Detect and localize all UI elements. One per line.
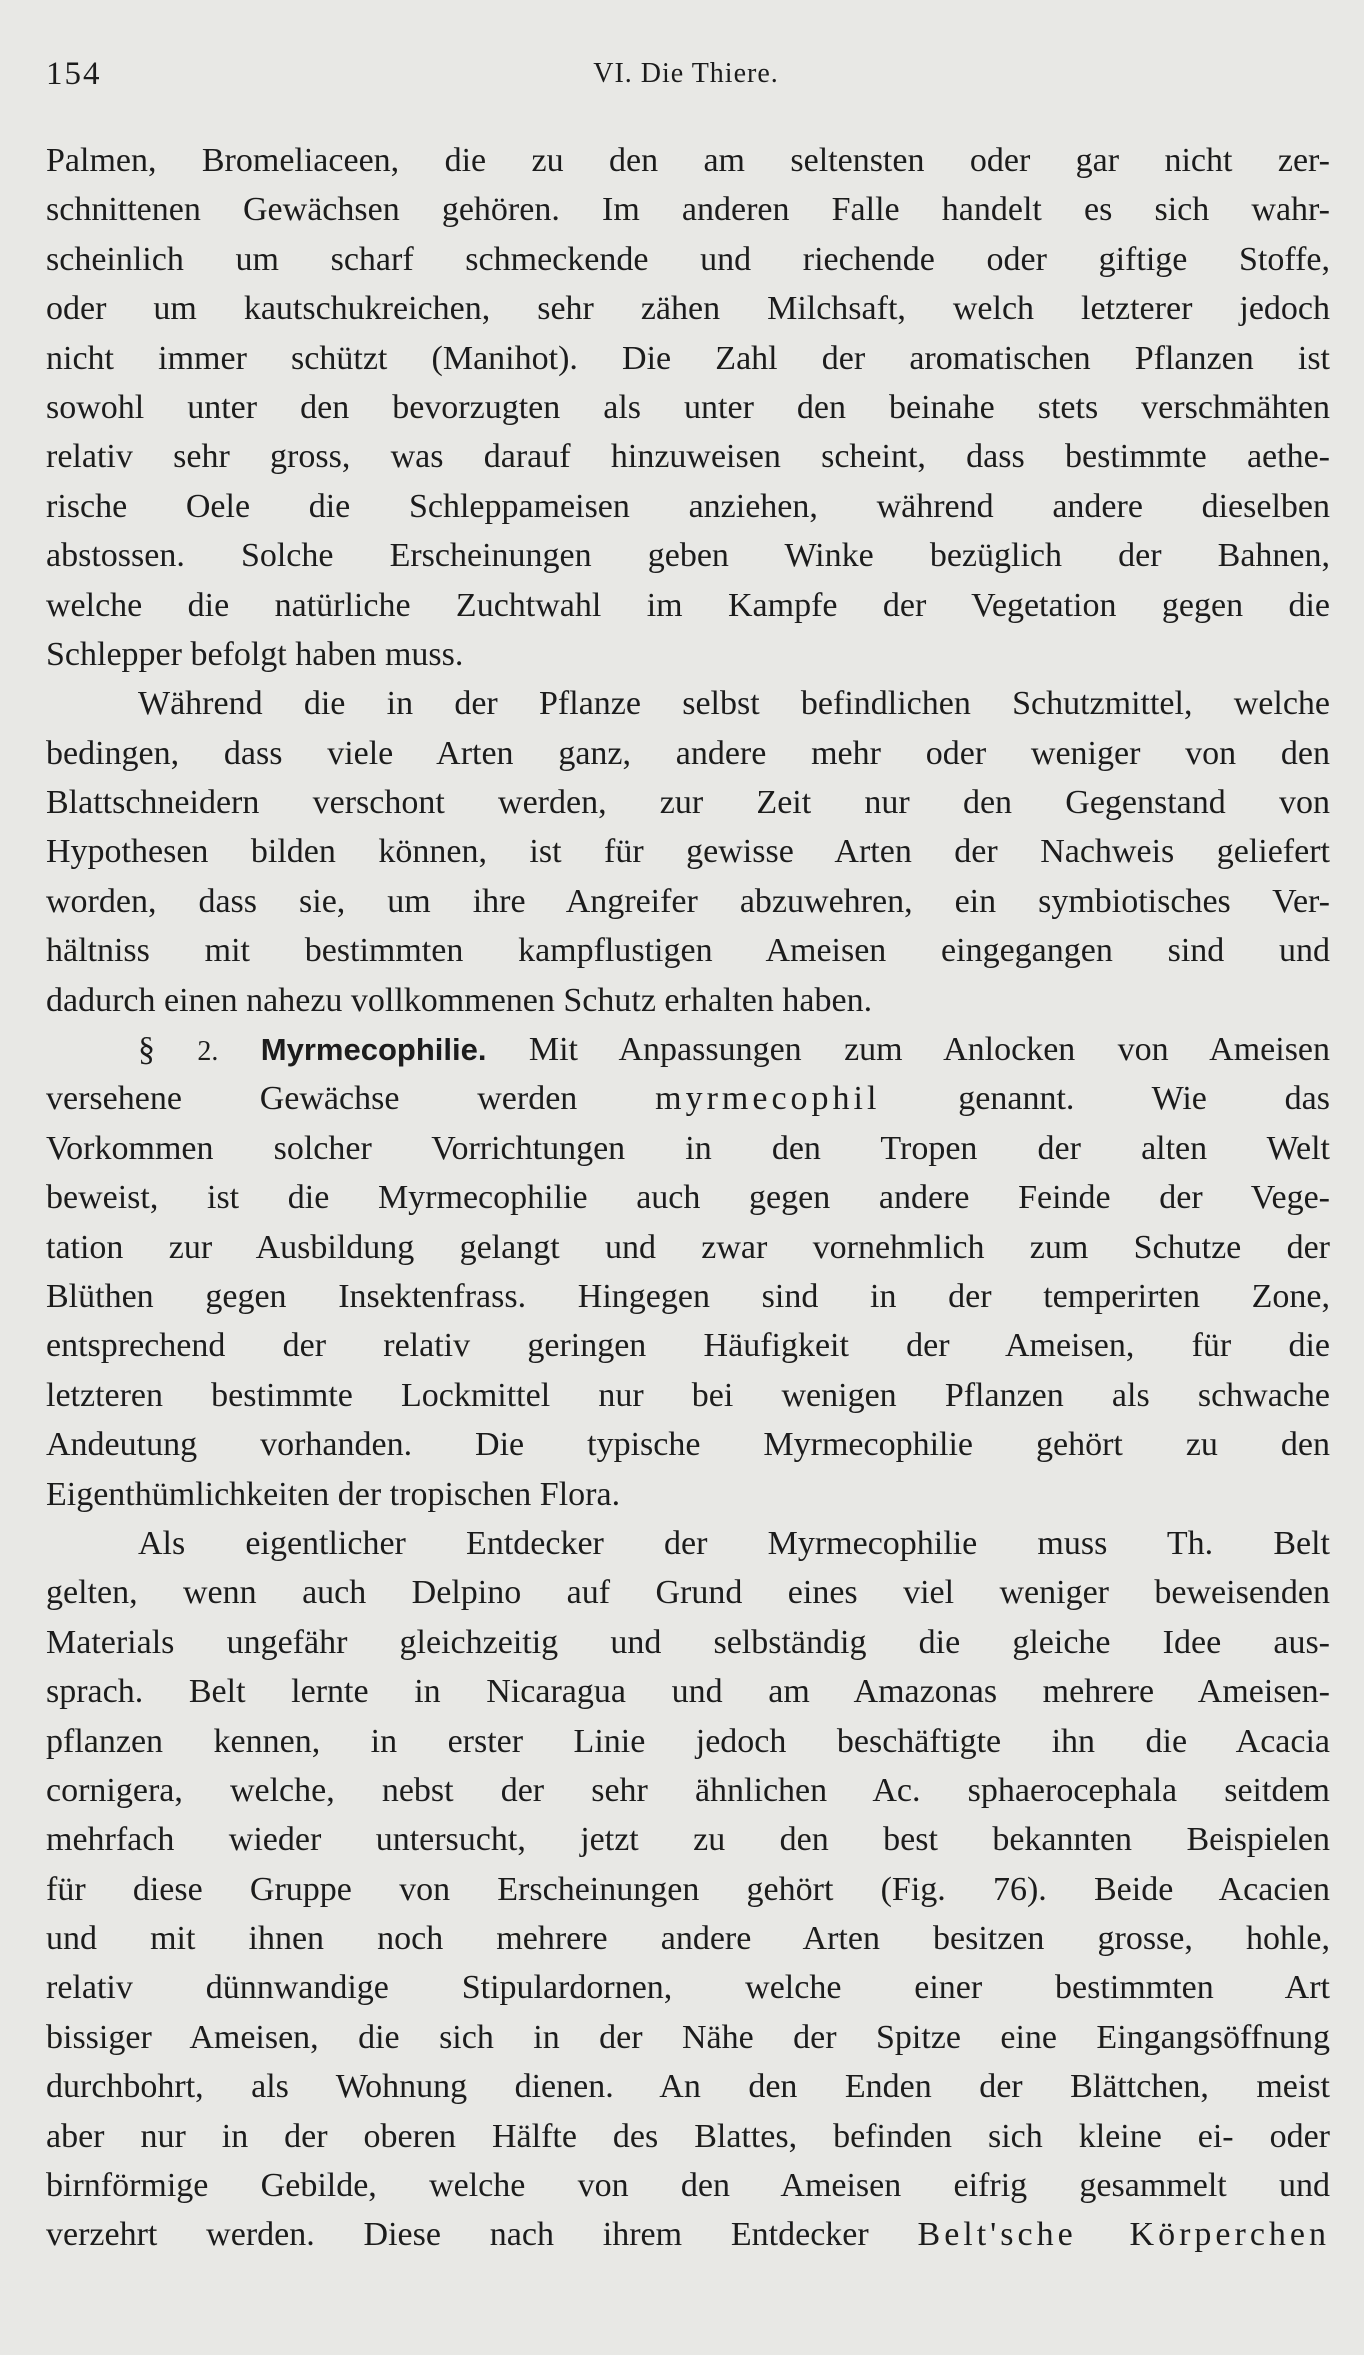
text-line: nicht immer schützt (Manihot). Die Zahl der aromatischen Pflanzen ist xyxy=(46,339,1330,377)
spaced-term: Belt'sche Körperchen xyxy=(917,2216,1330,2254)
text-line: gelten, wenn auch Delpino auf Grund eines viel weniger beweisenden xyxy=(46,1574,1330,1612)
text-segment: verzehrt werden. Diese nach ihrem Entdecker xyxy=(46,2216,869,2254)
text-line: entsprechend der relativ geringen Häufigkeit der Ameisen, für die xyxy=(46,1327,1330,1365)
text-line: rische Oele die Schleppameisen anziehen, während andere dieselben xyxy=(46,487,1330,525)
text-line: Materials ungefähr gleichzeitig und selbständig die gleiche Idee aus- xyxy=(46,1623,1330,1661)
text-line: relativ dünnwandige Stipulardornen, welche einer bestimmten Art xyxy=(46,1969,1330,2007)
text-segment: versehene Gewächse werden xyxy=(46,1080,578,1118)
text-line: für diese Gruppe von Erscheinungen gehört (Fig. 76). Beide Acacien xyxy=(46,1870,1330,1908)
text-line: oder um kautschukreichen, sehr zähen Milchsaft, welch letzterer jedoch xyxy=(46,290,1330,328)
text-line: birnförmige Gebilde, welche von den Ameisen eifrig gesammelt und xyxy=(46,2167,1330,2205)
page-header xyxy=(46,52,1326,102)
text-line: dadurch einen nahezu vollkommenen Schutz erhalten haben. xyxy=(46,981,873,1019)
text-line: welche die natürliche Zuchtwahl im Kampfe der Vegetation gegen die xyxy=(46,586,1330,624)
text-line: cornigera, welche, nebst der sehr ähnlichen Ac. sphaerocephala seitdem xyxy=(46,1771,1330,1809)
text-line: mehrfach wieder untersucht, jetzt zu den best bekannten Beispielen xyxy=(46,1821,1330,1859)
text-line: bissiger Ameisen, die sich in der Nähe der Spitze eine Eingangsöffnung xyxy=(46,2018,1330,2056)
text-line: Als eigentlicher Entdecker der Myrmecophilie muss Th. Belt xyxy=(138,1524,1330,1562)
text-line: durchbohrt, als Wohnung dienen. An den Enden der Blättchen, meist xyxy=(46,2068,1330,2106)
section-title: Myrmecophilie. xyxy=(260,1032,487,1068)
text-line: Palmen, Bromeliaceen, die zu den am seltensten oder gar nicht zer- xyxy=(46,142,1330,179)
section-mark: § xyxy=(138,1031,155,1069)
text-line: Andeutung vorhanden. Die typische Myrmecophilie gehört zu den xyxy=(46,1426,1330,1464)
text-line: Während die in der Pflanze selbst befindlichen Schutzmittel, welche xyxy=(138,685,1330,723)
text-line: Blattschneidern verschont werden, zur Zeit nur den Gegenstand von xyxy=(46,784,1330,822)
text-line: bedingen, dass viele Arten ganz, andere mehr oder weniger von den xyxy=(46,734,1330,772)
text-line: abstossen. Solche Erscheinungen geben Winke bezüglich der Bahnen, xyxy=(46,537,1330,575)
text-line: pflanzen kennen, in erster Linie jedoch beschäftigte ihn die Acacia xyxy=(46,1722,1330,1760)
text-line: schnittenen Gewächsen gehören. Im anderen Falle handelt es sich wahr- xyxy=(46,191,1330,229)
running-title: VI. Die Thiere. xyxy=(593,58,779,89)
text-line: tation zur Ausbildung gelangt und zwar vornehmlich zum Schutze der xyxy=(46,1228,1330,1266)
text-line xyxy=(46,2210,1330,2259)
text-segment: genannt. Wie das xyxy=(958,1080,1331,1118)
text-line: Blüthen gegen Insektenfrass. Hingegen sind in der temperirten Zone, xyxy=(46,1277,1330,1315)
text-line: beweist, ist die Myrmecophilie auch gegen andere Feinde der Vege- xyxy=(46,1179,1330,1217)
text-line: Schlepper befolgt haben muss. xyxy=(46,635,464,673)
page-number: 154 xyxy=(46,56,102,92)
section-heading-line xyxy=(46,1025,1330,1074)
text-line: letzteren bestimmte Lockmittel nur bei wenigen Pflanzen als schwache xyxy=(46,1376,1330,1414)
spaced-term: myrmecophil xyxy=(655,1080,881,1118)
text-line: Hypothesen bilden können, ist für gewisse Arten der Nachweis geliefert xyxy=(46,833,1330,871)
text-line xyxy=(46,1074,1330,1123)
text-line: sowohl unter den bevorzugten als unter den beinahe stets verschmähten xyxy=(46,388,1330,426)
section-number: 2. xyxy=(197,1036,219,1068)
text-line: worden, dass sie, um ihre Angreifer abzuwehren, ein symbiotisches Ver- xyxy=(46,882,1330,920)
text-line: scheinlich um scharf schmeckende und riechende oder giftige Stoffe, xyxy=(46,240,1330,278)
text-line: und mit ihnen noch mehrere andere Arten besitzen grosse, hohle, xyxy=(46,1920,1330,1958)
body-text xyxy=(46,136,1330,2260)
text-line: aber nur in der oberen Hälfte des Blattes, befinden sich kleine ei- oder xyxy=(46,2117,1330,2155)
text-line: Eigenthümlichkeiten der tropischen Flora. xyxy=(46,1475,621,1513)
text-line: sprach. Belt lernte in Nicaragua und am Amazonas mehrere Ameisen- xyxy=(46,1673,1330,1711)
text-line: hältniss mit bestimmten kampflustigen Ameisen eingegangen sind und xyxy=(46,932,1330,970)
text-line: Vorkommen solcher Vorrichtungen in den Tropen der alten Welt xyxy=(46,1129,1330,1167)
section-lead-text: Mit Anpassungen zum Anlocken von Ameisen xyxy=(528,1031,1331,1069)
text-line: relativ sehr gross, was darauf hinzuweisen scheint, dass bestimmte aethe- xyxy=(46,438,1330,476)
